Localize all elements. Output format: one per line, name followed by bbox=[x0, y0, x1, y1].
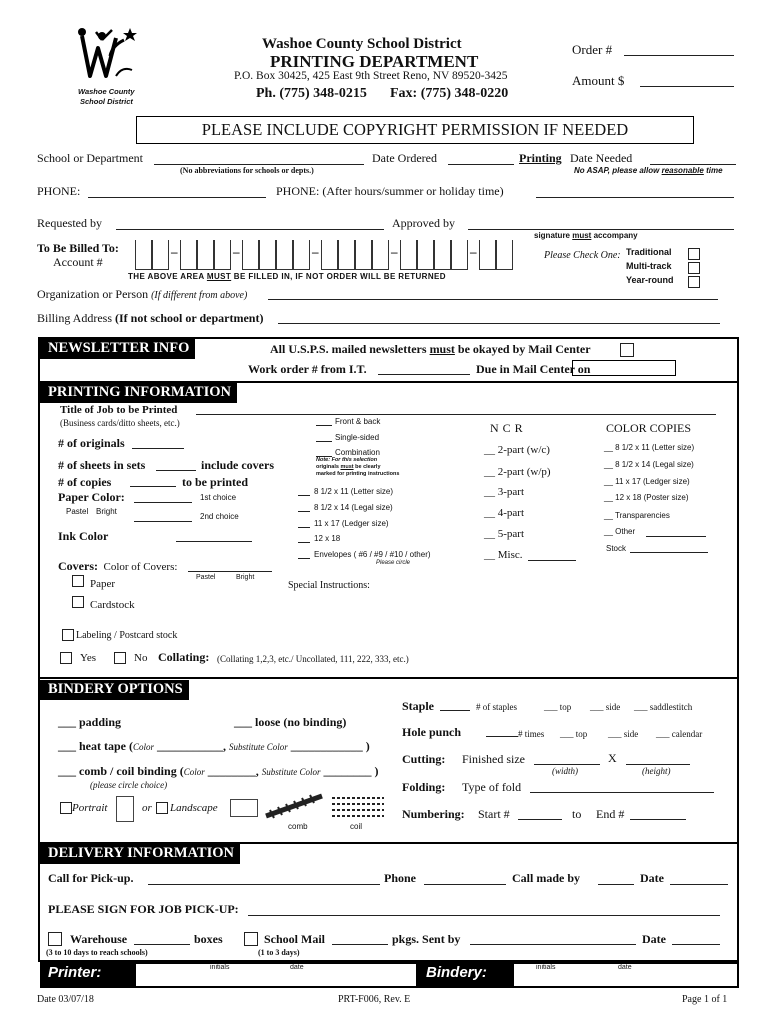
cc-transparencies: __ Transparencies bbox=[604, 511, 670, 520]
cc-ledger: __ 11 x 17 (Ledger size) bbox=[604, 477, 690, 486]
traditional-checkbox[interactable] bbox=[688, 248, 700, 260]
collate-no-label: No bbox=[134, 652, 148, 664]
call-made-by-label: Call made by bbox=[512, 871, 581, 885]
date-needed-label: Date Needed bbox=[570, 151, 633, 165]
warehouse-note: (3 to 10 days to reach schools) bbox=[46, 948, 148, 957]
org-name: Washoe County School District bbox=[262, 36, 462, 52]
to-label: to bbox=[572, 807, 582, 821]
size-legal-field[interactable] bbox=[298, 511, 310, 512]
cc-legal: __ 8 1/2 x 14 (Legal size) bbox=[604, 460, 694, 469]
end-label: End # bbox=[596, 807, 625, 821]
logo-figure-icon bbox=[72, 26, 138, 88]
folding-label: Folding: bbox=[402, 780, 446, 794]
order-field[interactable] bbox=[624, 55, 734, 56]
sent-date-label: Date bbox=[642, 932, 666, 946]
school-field[interactable] bbox=[154, 164, 364, 165]
size-ledger-label: 11 x 17 (Ledger size) bbox=[314, 519, 389, 528]
cc-other-field[interactable] bbox=[646, 536, 706, 537]
size-legal-label: 8 1/2 x 14 (Legal size) bbox=[314, 503, 393, 512]
paper-label: Paper bbox=[90, 578, 116, 590]
printing-header: PRINTING INFORMATION bbox=[40, 383, 237, 403]
width-field[interactable] bbox=[534, 764, 600, 765]
collating-note: (Collating 1,2,3, etc./ Uncollated, 111, 222, 333, etc.) bbox=[217, 654, 409, 664]
usps-note: All U.S.P.S. mailed newsletters must be okayed by Mail Center bbox=[270, 342, 591, 356]
ncr-title: N C R bbox=[490, 421, 524, 435]
bindery-date-label: date bbox=[618, 964, 632, 971]
phone-after-label: PHONE: (After hours/summer or holiday time) bbox=[276, 184, 504, 198]
comb-label: comb bbox=[288, 822, 308, 831]
approved-by-field[interactable] bbox=[468, 229, 734, 230]
coil-label: coil bbox=[350, 822, 363, 831]
punch-side: ___ side bbox=[608, 729, 639, 739]
numbering-label: Numbering: bbox=[402, 807, 465, 821]
printing-label: Printing bbox=[519, 151, 562, 165]
school-mail-label: School Mail bbox=[264, 932, 326, 946]
stock-label: Stock bbox=[606, 544, 627, 553]
school-mail-note: (1 to 3 days) bbox=[258, 948, 300, 957]
comb-binding-icon bbox=[262, 792, 328, 820]
ncr-3part: __ 3-part bbox=[484, 486, 525, 498]
size-12x18-field[interactable] bbox=[298, 542, 310, 543]
date-needed-field[interactable] bbox=[650, 164, 736, 165]
newsletter-header: NEWSLETTER INFO bbox=[40, 339, 195, 359]
combo-note-1: Note: For this selection bbox=[316, 457, 378, 463]
comb-coil-option: ___ comb / coil binding (Color ________, Substitute Color ________ ) bbox=[58, 764, 379, 778]
multitrack-label: Multi-track bbox=[626, 261, 672, 271]
punch-calendar: ___ calendar bbox=[656, 729, 703, 739]
staple-side: ___ side bbox=[590, 702, 621, 712]
title-label: Title of Job to be Printed bbox=[60, 404, 178, 416]
first-choice-label: 1st choice bbox=[200, 493, 237, 502]
ncr-2part-wc: __ 2-part (w/c) bbox=[484, 444, 550, 456]
work-order-field[interactable] bbox=[378, 374, 470, 375]
copies-field[interactable] bbox=[130, 486, 176, 487]
labeling-label: Labeling / Postcard stock bbox=[76, 630, 178, 641]
dept-name: PRINTING DEPARTMENT bbox=[270, 52, 479, 71]
school-label: School or Department bbox=[37, 151, 143, 165]
copies-label: # of copies bbox=[58, 475, 112, 489]
paper-color-label: Paper Color: bbox=[58, 490, 125, 504]
ncr-2part-wp: __ 2-part (w/p) bbox=[484, 466, 551, 478]
delivery-header: DELIVERY INFORMATION bbox=[40, 844, 240, 864]
please-circle-note: Please circle bbox=[376, 560, 411, 566]
landscape-checkbox[interactable] bbox=[156, 802, 168, 814]
collate-yes-checkbox[interactable] bbox=[60, 652, 72, 664]
title-field[interactable] bbox=[196, 414, 716, 415]
paper-pastel: Pastel bbox=[66, 507, 89, 516]
start-field[interactable] bbox=[518, 819, 562, 820]
cutting-label: Cutting: bbox=[402, 752, 446, 766]
requested-by-field[interactable] bbox=[116, 229, 384, 230]
sent-date-field[interactable] bbox=[672, 944, 720, 945]
traditional-label: Traditional bbox=[626, 247, 672, 257]
end-field[interactable] bbox=[630, 819, 686, 820]
printer-initials-label: initials bbox=[210, 964, 230, 971]
type-fold-field[interactable] bbox=[530, 792, 714, 793]
originals-field[interactable] bbox=[132, 448, 184, 449]
footer-date: Date 03/07/18 bbox=[37, 994, 94, 1005]
times-label: # times bbox=[518, 729, 545, 739]
requested-by-label: Requested by bbox=[37, 216, 102, 230]
type-fold-label: Type of fold bbox=[462, 780, 522, 794]
printing-divider bbox=[38, 677, 739, 679]
billing-label: Billing Address (If not school or department) bbox=[37, 311, 264, 325]
due-mail-label: Due in Mail Center on bbox=[476, 362, 591, 376]
account-label: Account # bbox=[53, 255, 103, 269]
footer-form-number: PRT-F006, Rev. E bbox=[338, 994, 411, 1005]
logo-text-1: Washoe County bbox=[78, 87, 135, 96]
delivery-phone-field[interactable] bbox=[424, 884, 506, 885]
amount-field[interactable] bbox=[640, 86, 734, 87]
yearround-label: Year-round bbox=[626, 275, 674, 285]
second-choice-label: 2nd choice bbox=[200, 512, 239, 521]
ink-color-field[interactable] bbox=[176, 541, 252, 542]
to-be-printed-label: to be printed bbox=[182, 475, 248, 489]
collate-yes-label: Yes bbox=[80, 652, 97, 664]
ncr-misc: __ Misc. bbox=[484, 549, 523, 561]
combo-note-2: originals must be clearly bbox=[316, 464, 381, 470]
sign-pickup-label: PLEASE SIGN FOR JOB PICK-UP: bbox=[48, 902, 239, 916]
num-staples-label: # of staples bbox=[476, 702, 517, 712]
amount-label: Amount $ bbox=[572, 73, 625, 88]
approved-by-label: Approved by bbox=[392, 216, 455, 230]
cardstock-checkbox[interactable] bbox=[72, 596, 84, 608]
cc-other: __ Other bbox=[604, 527, 636, 536]
cc-poster: __ 12 x 18 (Poster size) bbox=[604, 493, 689, 502]
front-back-label: Front & back bbox=[335, 417, 381, 426]
cardstock-label: Cardstock bbox=[90, 599, 135, 611]
x-label: X bbox=[608, 751, 617, 765]
district-logo bbox=[72, 26, 138, 108]
org-person-field[interactable] bbox=[268, 299, 718, 300]
call-pickup-label: Call for Pick-up. bbox=[48, 871, 134, 885]
no-abbrev-note: (No abbreviations for schools or depts.) bbox=[180, 166, 314, 175]
business-note: (Business cards/ditto sheets, etc.) bbox=[60, 418, 180, 428]
call-date-field[interactable] bbox=[670, 884, 728, 885]
yearround-checkbox[interactable] bbox=[688, 276, 700, 288]
please-check-label: Please Check One: bbox=[544, 250, 621, 261]
sign-pickup-field[interactable] bbox=[248, 915, 720, 916]
pkgs-field[interactable] bbox=[332, 944, 388, 945]
cover-bright: Bright bbox=[236, 574, 255, 581]
combo-note-3: marked for printing instructions bbox=[316, 471, 400, 477]
ncr-5part: __ 5-part bbox=[484, 528, 525, 540]
printer-date-label: date bbox=[290, 964, 304, 971]
staple-label: Staple bbox=[402, 699, 435, 713]
order-label: Order # bbox=[572, 42, 613, 57]
coil-binding-icon bbox=[330, 792, 386, 822]
cover-color-field[interactable] bbox=[188, 571, 272, 572]
footer-page: Page 1 of 1 bbox=[682, 994, 728, 1005]
padding-option: ___ padding bbox=[58, 715, 122, 729]
copyright-banner: PLEASE INCLUDE COPYRIGHT PERMISSION IF NEEDED bbox=[136, 116, 694, 144]
sheets-sets-label: # of sheets in sets bbox=[58, 458, 146, 472]
paper-color-2-field[interactable] bbox=[134, 521, 192, 522]
portrait-page-icon bbox=[116, 796, 134, 822]
size-envelope-label: Envelopes ( #6 / #9 / #10 / other) bbox=[314, 550, 431, 559]
color-copies-title: COLOR COPIES bbox=[606, 421, 692, 435]
start-label: Start # bbox=[478, 807, 510, 821]
phone: Ph. (775) 348-0215 bbox=[256, 86, 367, 101]
landscape-page-icon bbox=[230, 799, 258, 817]
staple-count-field[interactable] bbox=[440, 710, 470, 711]
sheets-sets-field[interactable] bbox=[156, 470, 196, 471]
fax: Fax: (775) 348-0220 bbox=[390, 86, 509, 101]
width-label: (width) bbox=[552, 766, 578, 776]
front-back-field[interactable] bbox=[316, 425, 332, 426]
address: P.O. Box 30425, 425 East 9th Street Reno, NV 89520-3425 bbox=[234, 70, 508, 82]
portrait-checkbox[interactable] bbox=[60, 802, 72, 814]
call-pickup-field[interactable] bbox=[148, 884, 380, 885]
hole-punch-label: Hole punch bbox=[402, 725, 462, 739]
bindery-label: Bindery: bbox=[418, 962, 514, 988]
covers-label: Covers: Color of Covers: bbox=[58, 559, 178, 573]
bindery-header: BINDERY OPTIONS bbox=[40, 680, 189, 700]
printer-signoff-field[interactable] bbox=[136, 962, 418, 988]
due-mail-field[interactable] bbox=[572, 360, 676, 376]
include-covers-label: include covers bbox=[201, 458, 274, 472]
no-asap-note: No ASAP, please allow reasonable time bbox=[574, 166, 723, 175]
boxes-label: boxes bbox=[194, 932, 223, 946]
combination-label: Combination bbox=[335, 448, 380, 457]
heat-tape-option: ___ heat tape (Color ___________, Substitute Color ____________ ) bbox=[58, 739, 370, 753]
finished-size-label: Finished size bbox=[462, 752, 525, 766]
sent-by-label: pkgs. Sent by bbox=[392, 932, 461, 946]
printer-label: Printer: bbox=[40, 962, 136, 988]
collating-label: Collating: bbox=[158, 650, 210, 664]
stock-field[interactable] bbox=[630, 552, 708, 553]
usps-checkbox[interactable] bbox=[620, 343, 634, 357]
hole-punch-field[interactable] bbox=[486, 736, 518, 737]
sent-by-field[interactable] bbox=[470, 944, 636, 945]
call-made-by-field[interactable] bbox=[598, 884, 634, 885]
multitrack-checkbox[interactable] bbox=[688, 262, 700, 274]
originals-label: # of originals bbox=[58, 436, 125, 450]
ink-color-label: Ink Color bbox=[58, 529, 109, 543]
warehouse-label: Warehouse bbox=[70, 932, 128, 946]
ncr-misc-field[interactable] bbox=[528, 560, 576, 561]
or-label: or bbox=[142, 802, 152, 814]
warehouse-checkbox[interactable] bbox=[48, 932, 62, 946]
circle-choice-note: (please circle choice) bbox=[90, 780, 168, 790]
billed-to-label: To Be Billed To: bbox=[37, 241, 119, 255]
height-label: (height) bbox=[642, 766, 671, 776]
phone-label: PHONE: bbox=[37, 184, 81, 198]
org-person-label: Organization or Person (If different from above) bbox=[37, 287, 248, 301]
boxes-field[interactable] bbox=[134, 944, 190, 945]
collate-no-checkbox[interactable] bbox=[114, 652, 126, 664]
phone-after-field[interactable] bbox=[536, 197, 734, 198]
school-mail-checkbox[interactable] bbox=[244, 932, 258, 946]
punch-top: ___ top bbox=[560, 729, 588, 739]
height-field[interactable] bbox=[626, 764, 690, 765]
date-ordered-label: Date Ordered bbox=[372, 151, 437, 165]
loose-option: ___ loose (no binding) bbox=[234, 715, 347, 729]
size-ledger-field[interactable] bbox=[298, 527, 310, 528]
delivery-phone-label: Phone bbox=[384, 871, 417, 885]
single-sided-field[interactable] bbox=[316, 441, 332, 442]
portrait-label: Portrait bbox=[72, 802, 108, 814]
size-12x18-label: 12 x 18 bbox=[314, 534, 341, 543]
cc-letter: __ 8 1/2 x 11 (Letter size) bbox=[604, 443, 695, 452]
above-area-warning: THE ABOVE AREA MUST BE FILLED IN, IF NOT ORDER WILL BE RETURNED bbox=[128, 272, 446, 281]
date-ordered-field[interactable] bbox=[448, 164, 514, 165]
paper-color-1-field[interactable] bbox=[134, 502, 192, 503]
landscape-label: Landscape bbox=[170, 802, 218, 814]
staple-saddlestitch: ___ saddlestitch bbox=[634, 702, 693, 712]
size-letter-label: 8 1/2 x 11 (Letter size) bbox=[314, 487, 393, 496]
signature-note: signature must accompany bbox=[534, 231, 638, 240]
size-envelope-field[interactable] bbox=[298, 558, 310, 559]
labeling-checkbox[interactable] bbox=[62, 629, 74, 641]
size-letter-field[interactable] bbox=[298, 495, 310, 496]
call-date-label: Date bbox=[640, 871, 664, 885]
phone-field[interactable] bbox=[88, 197, 266, 198]
paper-bright: Bright bbox=[96, 507, 117, 516]
paper-checkbox[interactable] bbox=[72, 575, 84, 587]
staple-top: ___ top bbox=[544, 702, 572, 712]
work-order-label: Work order # from I.T. bbox=[248, 362, 367, 376]
special-instructions-label: Special Instructions: bbox=[288, 580, 370, 591]
single-sided-label: Single-sided bbox=[335, 433, 380, 442]
billing-field[interactable] bbox=[278, 323, 720, 324]
logo-text-2: School District bbox=[80, 97, 133, 106]
cover-pastel: Pastel bbox=[196, 574, 216, 581]
ncr-4part: __ 4-part bbox=[484, 507, 525, 519]
bindery-initials-label: initials bbox=[536, 964, 556, 971]
